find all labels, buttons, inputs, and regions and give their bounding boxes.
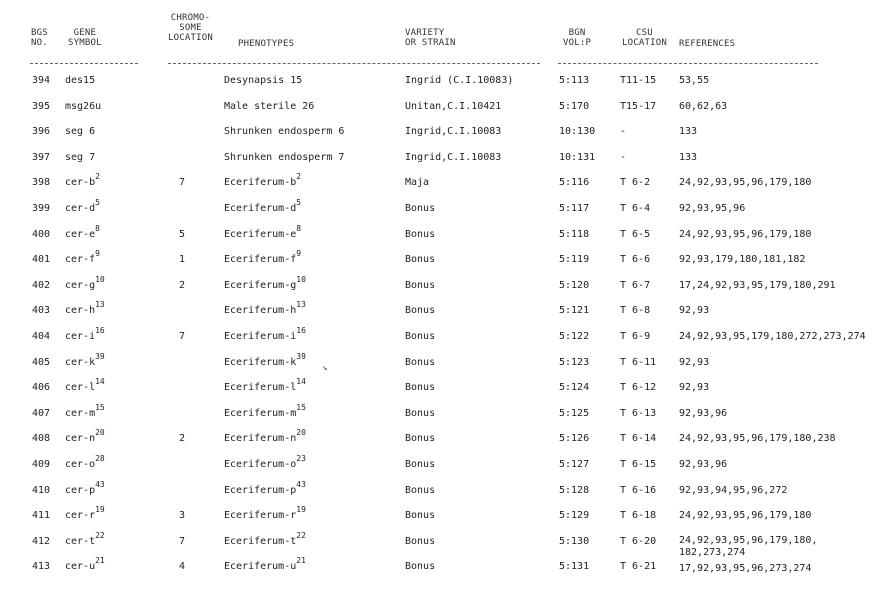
gene-symbol [65, 479, 105, 497]
references-line: 24,92,93,95,179,180,272,273,274 [679, 331, 866, 342]
gene-symbol [65, 126, 95, 138]
references [679, 331, 866, 343]
gene-symbol [65, 454, 105, 471]
chromosome-number: 3 [179, 510, 186, 522]
references [679, 510, 811, 522]
bgn-volume-page: 5:131 [559, 561, 590, 573]
table-row [0, 274, 880, 302]
phenotype-superscript: 8 [296, 223, 302, 233]
table-row [0, 172, 880, 199]
references-line: 92,93 [679, 382, 710, 394]
phenotype-superscript: 14 [296, 377, 306, 387]
gene-symbol [65, 351, 105, 369]
gene-symbol-superscript: 9 [95, 249, 100, 259]
phenotype [224, 505, 306, 522]
phenotype-text: Eceriferum-t [224, 535, 297, 547]
references [679, 101, 727, 113]
gene-symbol-superscript: 13 [95, 300, 105, 310]
variety: Bonus [405, 305, 436, 317]
gene-symbol-superscript: 16 [95, 326, 105, 335]
chromosome-number: 7 [179, 177, 186, 189]
phenotype-text: Eceriferum-f [224, 254, 297, 266]
chromosome-number: 2 [179, 433, 186, 445]
phenotype [224, 402, 306, 420]
references [679, 563, 811, 575]
header-line: BGN [568, 28, 586, 38]
variety: Bonus [405, 228, 436, 240]
bgs-number: 394 [32, 75, 51, 86]
table-row [0, 300, 880, 327]
gene-symbol-text: msg26u [65, 100, 102, 112]
references-line: 92,93 [679, 305, 710, 317]
phenotype-superscript: 20 [296, 428, 306, 438]
bgn-volume-page: 5:128 [559, 484, 590, 496]
csu-location: T 6-14 [620, 433, 657, 445]
gene-symbol-superscript: 28 [95, 454, 105, 463]
chromosome-number: 2 [179, 279, 186, 291]
header-variety [405, 28, 456, 48]
variety: Bonus [405, 510, 436, 522]
phenotype-superscript: 13 [296, 300, 306, 310]
header-divider [30, 63, 138, 64]
references [679, 203, 745, 215]
table-row [0, 556, 880, 583]
gene-symbol [65, 428, 105, 445]
phenotype-superscript: 21 [296, 556, 306, 566]
header-line: CSU [636, 28, 653, 38]
header-line: CHROMO- [170, 13, 211, 23]
header-divider [558, 63, 818, 64]
references [679, 305, 709, 317]
phenotype-text: Eceriferum-d [224, 203, 297, 214]
csu-location: T 6-4 [620, 203, 651, 214]
references-line: 24,92,93,95,96,179,180, [679, 534, 818, 546]
gene-symbol-text: cer-f [65, 254, 96, 266]
phenotype-text: Eceriferum-k [224, 356, 297, 368]
phenotype-text: Eceriferum-p [224, 484, 297, 496]
csu-location: T 6-7 [620, 279, 651, 291]
header-line: LOCATION [622, 38, 667, 48]
bgs-number: 412 [32, 535, 51, 547]
phenotype [224, 126, 344, 138]
gene-symbol-superscript: 5 [95, 198, 100, 207]
gene-symbol [65, 198, 100, 215]
phenotype [224, 428, 306, 445]
bgn-volume-page: 5:130 [559, 535, 590, 547]
phenotype [224, 479, 306, 497]
chromosome-number: 1 [179, 254, 186, 266]
table-row [0, 126, 880, 148]
table-row [0, 530, 880, 558]
phenotype-superscript: 39 [296, 351, 306, 361]
header-line: GENE [73, 28, 97, 38]
phenotype-superscript: 15 [296, 402, 306, 412]
gene-symbol [65, 326, 105, 343]
bgn-volume-page: 5:119 [559, 254, 590, 266]
table-row [0, 402, 880, 430]
header-bgn-volp [563, 28, 591, 48]
table-row [0, 223, 880, 251]
references-line: 24,92,93,95,96,179,180,238 [679, 433, 836, 445]
csu-location: - [620, 151, 627, 163]
variety: Bonus [405, 331, 436, 342]
bgn-volume-page: 5:117 [559, 203, 590, 214]
references [679, 485, 787, 497]
gene-symbol [65, 75, 95, 87]
references-line: 133 [679, 126, 698, 138]
phenotype [224, 152, 344, 164]
gene-symbol [65, 556, 105, 573]
phenotype-superscript: 2 [296, 172, 302, 182]
phenotype-text: Eceriferum-m [224, 407, 297, 419]
bgs-number: 404 [32, 331, 51, 342]
gene-symbol-text: cer-p [65, 484, 96, 496]
gene-symbol [65, 274, 105, 292]
table-row [0, 249, 880, 276]
table-row [0, 198, 880, 225]
gene-symbol [65, 152, 95, 164]
csu-location: T 6-11 [620, 356, 657, 368]
csu-location: T 6-5 [620, 228, 651, 240]
references-line: 92,93,96 [679, 407, 728, 419]
phenotype-superscript: 43 [296, 479, 306, 489]
phenotype-text: Eceriferum-g [224, 279, 297, 291]
bgs-number: 408 [32, 433, 51, 445]
gene-symbol-text: cer-r [65, 510, 96, 522]
bgn-volume-page: 5:121 [559, 305, 590, 317]
references-line: 92,93,95,96 [679, 203, 746, 214]
bgs-number: 397 [32, 151, 51, 163]
phenotype [224, 274, 306, 292]
header-bgs-no [31, 28, 48, 48]
chromosome-number: 7 [179, 331, 186, 342]
references [679, 459, 727, 471]
variety: Ingrid,C.I.10083 [405, 151, 502, 163]
gene-symbol-text: cer-n [65, 433, 96, 445]
table-row [0, 351, 880, 379]
phenotype-text: Eceriferum-l [224, 382, 297, 394]
variety: Maja [405, 177, 430, 189]
phenotype [224, 223, 302, 241]
header-chromosome-location [168, 13, 213, 43]
phenotype-text: Eceriferum-u [224, 561, 297, 573]
references [679, 75, 709, 87]
phenotype [224, 351, 306, 369]
variety: Bonus [405, 561, 436, 573]
gene-symbol-superscript: 8 [95, 223, 100, 233]
table-row [0, 101, 880, 123]
gene-symbol [65, 223, 100, 241]
phenotype [224, 556, 306, 573]
csu-location: T 6-2 [620, 177, 651, 189]
bgn-volume-page: 5:124 [559, 382, 590, 394]
csu-location: T 6-20 [620, 535, 657, 547]
gene-symbol [65, 377, 105, 394]
phenotype-text: Eceriferum-i [224, 331, 297, 342]
bgn-volume-page: 10:131 [559, 151, 596, 163]
header-line: LOCATION [168, 33, 213, 43]
csu-location: T 6-15 [620, 459, 657, 470]
variety: Bonus [405, 382, 436, 394]
references [679, 408, 727, 420]
references-line: 24,92,93,95,96,179,180 [679, 228, 812, 240]
header-line: VOL:P [563, 38, 592, 48]
bgn-volume-page: 5:113 [559, 75, 590, 86]
phenotype [224, 454, 306, 471]
references [679, 433, 836, 445]
csu-location: T 6-16 [620, 484, 657, 496]
gene-symbol-text: des15 [65, 75, 96, 86]
gene-symbol [65, 505, 105, 522]
header-line: PHENOTYPES [238, 39, 295, 49]
variety: Unitan,C.I.10421 [405, 100, 502, 112]
header-line: SYMBOL [68, 38, 102, 48]
gene-symbol [65, 101, 101, 113]
csu-location: T 6-9 [620, 331, 651, 342]
gene-symbol-text: cer-k [65, 356, 96, 368]
csu-location: T 6-8 [620, 305, 651, 317]
references-line: 92,93,179,180,181,182 [679, 254, 806, 266]
gene-symbol [65, 172, 100, 189]
table-row [0, 479, 880, 507]
variety: Bonus [405, 484, 436, 496]
csu-location: T 6-6 [620, 254, 651, 266]
references [679, 280, 836, 292]
bgs-number: 400 [32, 228, 51, 240]
phenotype-superscript: 10 [296, 274, 306, 284]
gene-symbol [65, 530, 105, 548]
variety: Bonus [405, 407, 436, 419]
bgn-volume-page: 5:122 [559, 331, 590, 342]
gene-symbol [65, 300, 105, 317]
chromosome-number: 4 [179, 561, 186, 573]
gene-symbol-text: cer-b [65, 177, 96, 189]
table-row [0, 377, 880, 404]
gene-symbol-text: cer-g [65, 279, 96, 291]
table-row [0, 505, 880, 532]
table-row [0, 326, 880, 353]
variety: Ingrid (C.I.10083) [405, 75, 514, 86]
bgs-number: 406 [32, 382, 51, 394]
header-line: VARIETY [405, 28, 445, 38]
gene-symbol-superscript: 22 [95, 530, 105, 540]
bgs-number: 407 [32, 407, 51, 419]
chromosome-number: 7 [179, 535, 186, 547]
bgs-number: 396 [32, 126, 51, 138]
bgs-number: 398 [32, 177, 51, 189]
phenotype-text: Shrunken endosperm 6 [224, 126, 345, 138]
csu-location: T 6-21 [620, 561, 657, 573]
gene-symbol-text: cer-e [65, 228, 96, 240]
gene-symbol-text: cer-u [65, 561, 96, 573]
gene-symbol-superscript: 19 [95, 505, 105, 515]
phenotype-superscript: 19 [296, 505, 306, 515]
bgs-number: 409 [32, 459, 51, 470]
references-line: 60,62,63 [679, 100, 728, 112]
header-references [679, 39, 735, 49]
gene-symbol-superscript: 21 [95, 556, 105, 566]
phenotype-superscript: 16 [296, 326, 306, 335]
bgn-volume-page: 5:125 [559, 407, 590, 419]
phenotype-text: Desynapsis 15 [224, 75, 303, 86]
header-line: NO. [31, 38, 48, 48]
gene-symbol-text: cer-i [65, 331, 96, 342]
phenotype [224, 172, 302, 189]
bgn-volume-page: 5:123 [559, 356, 590, 368]
phenotype [224, 75, 302, 87]
gene-symbol-text: cer-t [65, 535, 96, 547]
phenotype-superscript: 5 [296, 198, 302, 207]
variety: Bonus [405, 459, 436, 470]
gene-symbol-superscript: 2 [95, 172, 100, 182]
phenotype [224, 198, 302, 215]
bgn-volume-page: 5:120 [559, 279, 590, 291]
references [679, 152, 697, 164]
gene-symbol-text: cer-d [65, 203, 96, 214]
gene-symbol [65, 402, 105, 420]
phenotype-text: Shrunken endosperm 7 [224, 151, 345, 163]
variety: Bonus [405, 254, 436, 266]
bgn-volume-page: 10:130 [559, 126, 596, 138]
phenotype [224, 530, 306, 548]
gene-symbol-text: seg 7 [65, 151, 96, 163]
csu-location: T11-15 [620, 75, 657, 86]
references [679, 357, 709, 369]
bgs-number: 413 [32, 561, 51, 573]
bgn-volume-page: 5:129 [559, 510, 590, 522]
phenotype [224, 326, 306, 343]
references [679, 535, 817, 559]
gene-symbol-superscript: 20 [95, 428, 105, 438]
phenotype-text: Male sterile 26 [224, 100, 315, 112]
references-line: 24,92,93,95,96,179,180 [679, 177, 812, 189]
references [679, 254, 805, 266]
gene-symbol-superscript: 10 [95, 274, 105, 284]
header-line: BGS [31, 28, 48, 38]
gene-symbol-text: cer-o [65, 459, 96, 470]
references-line: 53,55 [679, 75, 710, 86]
references-line: 133 [679, 151, 698, 163]
phenotype [224, 300, 306, 317]
references [679, 177, 811, 189]
csu-location: T 6-13 [620, 407, 657, 419]
phenotype-text: Eceriferum-r [224, 510, 297, 522]
phenotype [224, 249, 302, 266]
csu-location: T 6-18 [620, 510, 657, 522]
references-line: 17,24,92,93,95,179,180,291 [679, 279, 836, 291]
bgs-number: 401 [32, 254, 51, 266]
gene-symbol-superscript: 14 [95, 377, 105, 387]
variety: Ingrid,C.I.10083 [405, 126, 502, 138]
header-phenotypes [238, 39, 294, 49]
references-continued: 182,273,274 [679, 546, 746, 558]
gene-symbol-superscript: 43 [95, 479, 105, 489]
csu-location: - [620, 126, 627, 138]
gene-symbol-text: cer-m [65, 407, 96, 419]
references-line: 92,93,96 [679, 459, 728, 470]
bgs-number: 405 [32, 356, 51, 368]
references-line: 24,92,93,95,96,179,180 [679, 510, 812, 522]
chromosome-number: 5 [179, 228, 186, 240]
bgs-number: 410 [32, 484, 51, 496]
variety: Bonus [405, 203, 436, 214]
references [679, 382, 709, 394]
gene-symbol [65, 249, 100, 266]
gene-symbol-text: cer-l [65, 382, 96, 394]
table-row [0, 152, 880, 174]
bgn-volume-page: 5:170 [559, 100, 590, 112]
phenotype-superscript: 22 [296, 530, 306, 540]
header-gene-symbol [68, 28, 102, 48]
phenotype-text: Eceriferum-h [224, 305, 297, 317]
stray-mark-icon: ↘ [322, 363, 328, 373]
references-line: 17,92,93,95,96,273,274 [679, 563, 812, 575]
header-line: SOME [179, 23, 202, 33]
csu-location: T 6-12 [620, 382, 657, 394]
header-divider [168, 63, 540, 64]
bgs-number: 411 [32, 510, 51, 522]
gene-symbol-text: seg 6 [65, 126, 96, 138]
bgs-number: 399 [32, 203, 51, 214]
csu-location: T15-17 [620, 100, 657, 112]
variety: Bonus [405, 279, 436, 291]
bgn-volume-page: 5:118 [559, 228, 590, 240]
phenotype [224, 377, 306, 394]
references-line: 92,93,94,95,96,272 [679, 484, 788, 496]
gene-symbol-superscript: 39 [95, 351, 105, 361]
table-row [0, 75, 880, 97]
gene-symbol-text: cer-h [65, 305, 96, 317]
phenotype-text: Eceriferum-o [224, 459, 297, 470]
variety: Bonus [405, 356, 436, 368]
phenotype-superscript: 23 [296, 454, 306, 463]
header-line: OR STRAIN [405, 38, 456, 48]
header-line: REFERENCES [679, 39, 736, 49]
gene-symbol-superscript: 15 [95, 402, 105, 412]
references-line: 92,93 [679, 356, 710, 368]
phenotype-text: Eceriferum-n [224, 433, 297, 445]
phenotype [224, 101, 314, 113]
bgn-volume-page: 5:127 [559, 459, 590, 470]
bgn-volume-page: 5:116 [559, 177, 590, 189]
bgs-number: 402 [32, 279, 51, 291]
variety: Bonus [405, 433, 436, 445]
phenotype-superscript: 9 [296, 249, 302, 259]
bgs-number: 395 [32, 100, 51, 112]
header-csu-location [622, 28, 667, 48]
table-row [0, 428, 880, 455]
phenotype-text: Eceriferum-b [224, 177, 297, 189]
bgn-volume-page: 5:126 [559, 433, 590, 445]
bgs-number: 403 [32, 305, 51, 317]
references [679, 229, 811, 241]
phenotype-text: Eceriferum-e [224, 228, 297, 240]
references [679, 126, 697, 138]
variety: Bonus [405, 535, 436, 547]
table-row [0, 454, 880, 481]
